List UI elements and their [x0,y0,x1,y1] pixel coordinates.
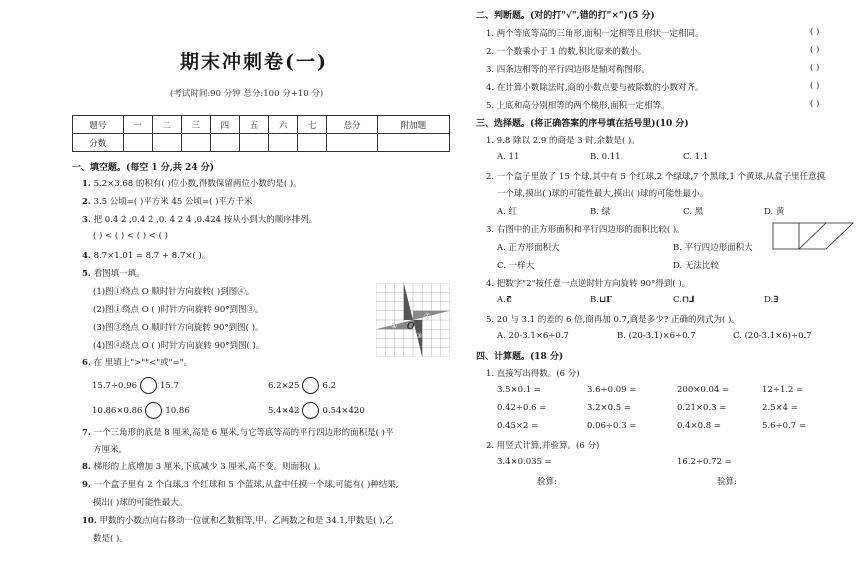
square-parallelogram-figure [772,222,854,250]
choice-question-1: 1. 9.8 除以 2.9 的商是 3 时,余数是( )。 [486,136,640,146]
question-1-10 [82,514,394,526]
exam-info: (考试时间:90 分钟 总分:100 分+10 分) [170,89,324,99]
question-number: 1. [82,179,91,189]
score-input-cell[interactable] [269,134,298,152]
calc-question-2: 2. 用竖式计算,并验算。(6 分) [486,441,600,451]
score-table-header-row [73,116,450,134]
question-text: 甲数的小数点向右移动一位就和乙数相等,甲、乙两数之和是 34.1,甲数是( ),乙 [99,516,394,526]
question-1-3-blanks: ( ) < ( ) < ( ) < ( ) [93,231,168,241]
question-1-7-cont: 方厘米。 [93,445,128,455]
figure-label: ② [424,312,431,320]
choice-option[interactable] [497,295,512,305]
option-letter: A. [497,295,506,305]
judge-paren[interactable]: ( ) [810,45,820,55]
score-cell: 总分 [327,116,378,134]
option-letter: B. [590,295,599,305]
choice-option[interactable]: D. 黄 [764,207,785,217]
judge-paren[interactable]: ( ) [810,63,820,73]
score-input-cell[interactable] [327,134,378,152]
choice-question-5: 5. 20 与 3.1 的差的 6 倍,商再加 0.7,商是多少? 正确的列式为( )。 [486,315,740,325]
judge-item: 3. 四条边相等的平行四边形是轴对称图形。 [486,65,650,75]
question-number: 9. [82,480,91,490]
compare-right: 10.86 [165,406,190,416]
choice-option[interactable]: C. 一样大 [497,261,535,271]
compare-left: 6.2×25 [268,381,300,391]
judge-paren[interactable]: ( ) [810,81,820,91]
question-number: 7. [82,428,91,438]
rotated-2-icon-c: ⊓⅃ [681,295,695,305]
calc-item: 3.6÷0.09 = [587,385,637,395]
choice-question-3: 3. 右图中的正方形面积和平行四边形的面积比较( )。 [486,225,685,235]
question-1-5-1: (1)图①绕点 O 顺时针方向旋转( )到图④。 [93,287,255,297]
score-input-cell[interactable] [239,134,268,152]
question-text: 3.5 公顷=( )平方米 45 公顷=( )平方千米 [93,197,253,207]
compare-item [268,402,365,419]
calc-question-1: 1. 直接写出得数。(6 分) [486,369,580,379]
question-number: 2. [82,197,91,207]
question-text: 5.2×3.68 的积有( )位小数,得数保留两位小数约是( )。 [93,179,302,189]
score-cell: 题号 [73,116,124,134]
question-text: 一个盒子里有 2 个白球,3 个红球和 5 个蓝球,从盒中任摸一个球,可能有( )种结果, [93,480,399,490]
choice-option[interactable] [590,295,612,305]
section-3-heading: 三、选择题。(将正确答案的序号填在括号里)(10 分) [476,119,689,129]
compare-left: 10.86×0.86 [92,406,143,416]
choice-option[interactable]: A. 红 [497,207,518,217]
question-text: 梯形的上底增加 3 厘米,下底减少 3 厘米,高不变。则面积( )。 [93,462,326,472]
calc-item: 2.5×4 = [762,403,798,413]
judge-paren[interactable]: ( ) [810,27,820,37]
choice-option[interactable]: A. 20-3.1×6÷0.7 [497,331,569,341]
calc-item: 200×0.04 = [677,385,730,395]
score-table [72,115,450,152]
question-1-4 [82,249,210,261]
choice-option[interactable]: C. 1.1 [683,152,709,162]
rotated-2-icon-b: ⊔Γ [598,295,613,305]
check-label: 验算: [537,477,557,487]
score-cell: 一 [123,116,152,134]
score-cell: 六 [269,116,298,134]
question-1-7 [82,426,393,438]
score-cell: 二 [152,116,181,134]
score-table-score-row [73,134,450,152]
choice-option[interactable]: C. 黑 [683,207,704,217]
question-text: 一个三角形的底是 8 厘米,高是 6 厘米,与它等底等高的平行四边形的面积是( )平 [93,428,394,438]
figure-label: ③ [416,332,423,340]
choice-option[interactable]: C. (20-3.1×6)÷0.7 [733,331,812,341]
score-cell: 七 [298,116,327,134]
question-number: 6. [82,358,91,368]
compare-circle[interactable] [302,402,319,419]
question-1-2 [82,195,252,207]
choice-option[interactable]: A. 11 [497,152,520,162]
question-1-5-2: (2)图①绕点 O ( )时针方向旋转 90°到图③。 [93,305,264,315]
score-input-cell[interactable] [123,134,152,152]
choice-question-4: 4. 把数字"2"按任意一点逆时针方向旋转 90°得到( )。 [486,279,691,289]
choice-option[interactable]: B. 0.11 [590,152,621,162]
judge-item: 2. 一个数乘小于 1 的数,积比原来的数小。 [486,47,647,57]
rotation-figure [376,283,450,357]
compare-item [268,377,336,394]
compare-circle[interactable] [302,377,319,394]
choice-option[interactable]: B. 绿 [590,207,611,217]
choice-option[interactable]: B. (20-3.1)×6÷0.7 [617,331,696,341]
section-1-heading: 一、填空题。(每空 1 分,共 24 分) [72,163,214,173]
question-text: 8.7×1.01 = 8.7 + 8.7×( )。 [93,251,211,261]
choice-question-2: 2. 一个盒子里放了 15 个球,其中有 5 个红球,2 个绿球,7 个黑球,1 个黄球,从盒子里任意摸 [486,172,826,182]
question-1-5-4: (4)图④绕点 O ( )时针方向旋转 90°到图( )。 [93,341,265,351]
question-number: 3. [82,215,91,225]
option-letter: C. [673,295,682,305]
compare-item [92,402,190,419]
vertical-calc-2: 16.2÷0.72 = [677,457,732,467]
question-1-9 [82,478,398,490]
choice-question-2-cont: 一个球,摸出( )球的可能性最大,摸出( )球的可能性最小。 [497,189,709,199]
calc-item: 0.42÷0.6 = [497,403,547,413]
score-input-cell[interactable] [181,134,210,152]
question-1-5-3: (3)图③绕点 O 顺时针方向旋转 90°到图( )。 [93,323,264,333]
choice-option[interactable]: B. 平行四边形面积大 [673,243,753,253]
question-text: 在 里填上">""<"或"="。 [93,358,193,368]
vertical-calc-1: 3.4×0.035 = [497,457,552,467]
score-cell: 五 [239,116,268,134]
question-1-5 [82,267,145,279]
question-1-8 [82,460,325,472]
question-number: 10. [82,516,97,526]
compare-left: 5.4×42 [268,406,300,416]
choice-option[interactable] [673,295,694,305]
question-1-9-cont: 摸出( )球的可能性最大。 [93,498,188,508]
score-cell: 四 [210,116,239,134]
compare-item [92,377,179,394]
figure-point-o: O [407,322,415,332]
option-letter: D. [764,295,774,305]
figure-label: ④ [391,322,398,330]
rotated-2-icon-d: ∃ [773,295,779,305]
calc-item: 0.45×2 = [497,421,539,431]
score-cell: 分数 [73,134,124,152]
calc-item: 0.21×0.3 = [677,403,727,413]
judge-item: 4. 在计算小数除法时,商的小数点要与被除数的小数对齐。 [486,83,704,93]
judge-item: 1. 两个等底等高的三角形,面积一定相等且形状一定相同。 [486,29,704,39]
question-number: 5. [82,269,91,279]
compare-right: 15.7 [159,381,179,391]
score-cell: 附加题 [377,116,449,134]
score-input-cell[interactable] [152,134,181,152]
question-1-3 [82,213,317,225]
section-4-heading: 四、计算题。(18 分) [476,352,564,362]
judge-item: 5. 上底和高分别相等的两个梯形,面积一定相等。 [486,101,670,111]
compare-right: 6.2 [322,381,336,391]
page-title: 期末冲刺卷(一) [180,51,328,73]
score-cell: 三 [181,116,210,134]
calc-item: 0.06÷0.3 = [587,421,637,431]
calc-item: 12÷1.2 = [762,385,804,395]
question-number: 4. [82,251,91,261]
choice-option[interactable] [764,295,779,305]
choice-option[interactable]: D. 无法比较 [673,261,719,271]
compare-right: 0.54×420 [322,406,365,416]
score-input-cell[interactable] [377,134,449,152]
calc-item: 0.4×0.8 = [677,421,721,431]
compare-left: 15.7÷0.96 [92,381,137,391]
calc-item: 3.5×0.1 = [497,385,541,395]
calc-item: 3.2×0.5 = [587,403,631,413]
question-1-6 [82,356,192,368]
question-text: 把 0.4 2̇ ,0.4 2̇ ,0. 4̇ 2 4̇ ,0.424 按从小到大的顺序排列。 [93,215,318,225]
section-2-heading: 二、判断题。(对的打"√",错的打"×")(5 分) [476,11,655,21]
score-input-cell[interactable] [210,134,239,152]
figure-label: ① [396,302,403,310]
question-text: 看图填一填。 [93,269,145,279]
judge-paren[interactable]: ( ) [810,99,820,109]
question-1-1 [82,177,302,189]
question-1-10-cont: 数是( )。 [93,534,128,544]
compare-circle[interactable] [140,377,157,394]
check-label: 验算: [717,477,737,487]
score-input-cell[interactable] [298,134,327,152]
compare-circle[interactable] [145,402,162,419]
calc-item: 5.6÷0.7 = [762,421,806,431]
choice-option[interactable]: A. 正方形面积大 [497,243,560,253]
question-number: 8. [82,462,91,472]
rotated-2-icon-a: 5 [505,295,512,305]
